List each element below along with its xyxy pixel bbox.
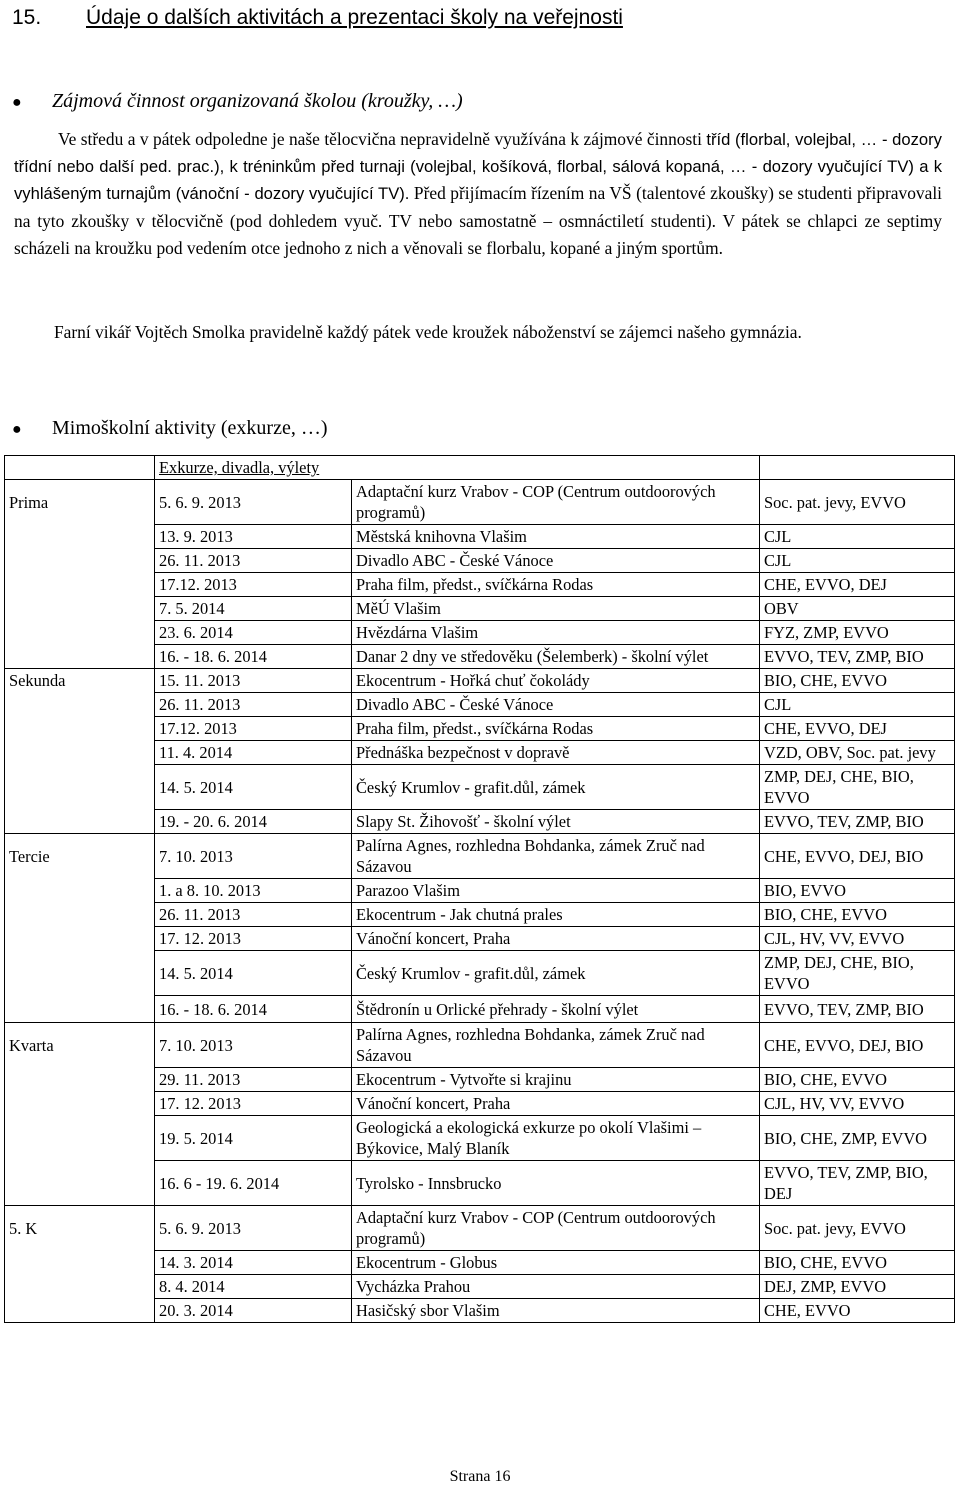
table-row <box>5 834 955 879</box>
class-cell <box>5 903 155 927</box>
subject-cell: EVVO, TEV, ZMP, BIO <box>760 996 955 1023</box>
event-cell: Tyrolsko - Innsbrucko <box>352 1161 760 1206</box>
subject-cell: BIO, CHE, ZMP, EVVO <box>760 1116 955 1161</box>
class-cell <box>5 1092 155 1116</box>
subject-cell: ZMP, DEJ, CHE, BIO, EVVO <box>760 951 955 996</box>
date-cell: 5. 6. 9. 2013 <box>155 1206 352 1251</box>
subject-cell: CHE, EVVO, DEJ <box>760 717 955 741</box>
date-cell: 13. 9. 2013 <box>155 525 352 549</box>
class-cell: Sekunda <box>5 669 155 693</box>
subject-cell: Soc. pat. jevy, EVVO <box>760 480 955 525</box>
subject-cell: CHE, EVVO, DEJ, BIO <box>760 1023 955 1068</box>
event-cell: MěÚ Vlašim <box>352 597 760 621</box>
event-cell: Hasičský sbor Vlašim <box>352 1299 760 1323</box>
heading-title: Údaje o dalších aktivitách a prezentaci školy na veřejnosti <box>86 6 623 29</box>
event-cell: Městská knihovna Vlašim <box>352 525 760 549</box>
class-cell <box>5 1251 155 1275</box>
event-cell: Praha film, předst., svíčkárna Rodas <box>352 717 760 741</box>
table-row <box>5 765 955 810</box>
event-cell: Danar 2 dny ve středověku (Šelemberk) - školní výlet <box>352 645 760 669</box>
class-cell <box>5 645 155 669</box>
subject-cell: CJL <box>760 549 955 573</box>
date-cell: 1. a 8. 10. 2013 <box>155 879 352 903</box>
event-cell: Ekocentrum - Globus <box>352 1251 760 1275</box>
event-cell: Parazoo Vlašim <box>352 879 760 903</box>
section1-paragraph-2: Farní vikář Vojtěch Smolka pravidelně každý pátek vede kroužek náboženství se zájemci našeho gymnázia. <box>54 322 802 342</box>
date-cell: 8. 4. 2014 <box>155 1275 352 1299</box>
subject-cell: CHE, EVVO <box>760 1299 955 1323</box>
event-cell: Český Krumlov - grafit.důl, zámek <box>352 951 760 996</box>
class-cell <box>5 717 155 741</box>
table-row <box>5 480 955 525</box>
table-row <box>5 549 955 573</box>
subject-cell: EVVO, TEV, ZMP, BIO <box>760 810 955 834</box>
event-cell: Ekocentrum - Vytvořte si krajinu <box>352 1068 760 1092</box>
event-cell: Štědronín u Orlické přehrady - školní výlet <box>352 996 760 1023</box>
activities-table <box>4 455 955 1323</box>
table-row <box>5 621 955 645</box>
class-cell <box>5 621 155 645</box>
date-cell: 19. 5. 2014 <box>155 1116 352 1161</box>
table-row <box>5 879 955 903</box>
subject-cell: ZMP, DEJ, CHE, BIO, EVVO <box>760 765 955 810</box>
date-cell: 16. - 18. 6. 2014 <box>155 645 352 669</box>
class-cell <box>5 765 155 810</box>
subject-cell: OBV <box>760 597 955 621</box>
table-row <box>5 1275 955 1299</box>
date-cell: 20. 3. 2014 <box>155 1299 352 1323</box>
section1-paragraph <box>14 126 942 262</box>
event-cell: Geologická a ekologická exkurze po okolí Vlašimi – Býkovice, Malý Blaník <box>352 1116 760 1161</box>
table-row <box>5 1299 955 1323</box>
subject-cell: CJL <box>760 525 955 549</box>
event-cell: Palírna Agnes, rozhledna Bohdanka, zámek Zruč nad Sázavou <box>352 834 760 879</box>
section-zajmova-cinnost-title <box>12 90 463 113</box>
table-row <box>5 597 955 621</box>
date-cell: 29. 11. 2013 <box>155 1068 352 1092</box>
event-cell: Adaptační kurz Vrabov - COP (Centrum outdoorových programů) <box>352 1206 760 1251</box>
event-cell: Slapy St. Žihovošť - školní výlet <box>352 810 760 834</box>
date-cell: 19. - 20. 6. 2014 <box>155 810 352 834</box>
class-cell <box>5 1275 155 1299</box>
date-cell: 7. 10. 2013 <box>155 1023 352 1068</box>
table-row <box>5 1251 955 1275</box>
p1-middle: tříd (florbal, volejbal, … - dozory třídní nebo další ped. prac.), k tréninkům před turnaji (volejbal, košíková, florbal, sálová kopaná, … - dozory vyučující TV) a k vyhlášeným turnajům (vánoční - dozory vyučující TV). <box>14 130 942 204</box>
table-header-empty-2 <box>760 456 955 480</box>
event-cell: Vycházka Prahou <box>352 1275 760 1299</box>
table-row <box>5 1068 955 1092</box>
date-cell: 5. 6. 9. 2013 <box>155 480 352 525</box>
subject-cell: BIO, CHE, EVVO <box>760 903 955 927</box>
class-cell <box>5 597 155 621</box>
date-cell: 16. 6 - 19. 6. 2014 <box>155 1161 352 1206</box>
date-cell: 14. 5. 2014 <box>155 951 352 996</box>
p1-first: Ve středu a v pátek odpoledne je naše tělocvična nepravidelně využívána k zájmové činnosti <box>58 129 707 149</box>
table-row <box>5 903 955 927</box>
class-cell <box>5 879 155 903</box>
event-cell: Palírna Agnes, rozhledna Bohdanka, zámek Zruč nad Sázavou <box>352 1023 760 1068</box>
class-cell <box>5 951 155 996</box>
date-cell: 23. 6. 2014 <box>155 621 352 645</box>
date-cell: 7. 5. 2014 <box>155 597 352 621</box>
table-row <box>5 1023 955 1068</box>
table-header-empty-1 <box>5 456 155 480</box>
event-cell: Hvězdárna Vlašim <box>352 621 760 645</box>
date-cell: 11. 4. 2014 <box>155 741 352 765</box>
table-row <box>5 573 955 597</box>
event-cell: Ekocentrum - Jak chutná prales <box>352 903 760 927</box>
date-cell: 14. 5. 2014 <box>155 765 352 810</box>
class-cell <box>5 741 155 765</box>
table-header: Exkurze, divadla, výlety <box>155 456 760 480</box>
table-row <box>5 1161 955 1206</box>
table-row <box>5 996 955 1023</box>
table-row <box>5 810 955 834</box>
class-cell <box>5 693 155 717</box>
table-row <box>5 717 955 741</box>
subject-cell: VZD, OBV, Soc. pat. jevy <box>760 741 955 765</box>
class-cell <box>5 1068 155 1092</box>
page-heading <box>12 6 623 30</box>
event-cell: Vánoční koncert, Praha <box>352 927 760 951</box>
bullet-icon: ● <box>12 421 22 438</box>
section1-title: Zájmová činnost organizovaná školou (kroužky, …) <box>52 90 463 112</box>
section-mimoskolni-title <box>12 417 328 440</box>
class-cell: 5. K <box>5 1206 155 1251</box>
date-cell: 26. 11. 2013 <box>155 903 352 927</box>
subject-cell: BIO, EVVO <box>760 879 955 903</box>
p1-last: Před přijímacím řízením na VŠ (talentové zkoušky) se studenti připravovali na tyto zkoušky v tělocvičně (pod dohledem vyuč. TV nebo samostatně – osmnáctiletí studenti). V pátek se chlapci ze septimy scházeli na kroužku pod vedením otce jednoho z nich a věnovali se florbalu, kopané a jiným sportům. <box>14 183 942 258</box>
class-cell <box>5 1116 155 1161</box>
date-cell: 17. 12. 2013 <box>155 927 352 951</box>
subject-cell: CHE, EVVO, DEJ, BIO <box>760 834 955 879</box>
table-row <box>5 1116 955 1161</box>
class-cell: Tercie <box>5 834 155 879</box>
event-cell: Praha film, předst., svíčkárna Rodas <box>352 573 760 597</box>
table-row <box>5 669 955 693</box>
subject-cell: EVVO, TEV, ZMP, BIO <box>760 645 955 669</box>
class-cell <box>5 1161 155 1206</box>
table-row <box>5 1092 955 1116</box>
table-row <box>5 525 955 549</box>
event-cell: Vánoční koncert, Praha <box>352 1092 760 1116</box>
heading-number: 15. <box>12 6 42 29</box>
table-row <box>5 927 955 951</box>
page-footer: Strana 16 <box>449 1468 511 1485</box>
date-cell: 17.12. 2013 <box>155 573 352 597</box>
subject-cell: CJL, HV, VV, EVVO <box>760 1092 955 1116</box>
class-cell <box>5 573 155 597</box>
date-cell: 17.12. 2013 <box>155 717 352 741</box>
table-row <box>5 741 955 765</box>
class-cell <box>5 549 155 573</box>
date-cell: 26. 11. 2013 <box>155 693 352 717</box>
event-cell: Ekocentrum - Hořká chuť čokolády <box>352 669 760 693</box>
subject-cell: Soc. pat. jevy, EVVO <box>760 1206 955 1251</box>
class-cell: Kvarta <box>5 1023 155 1068</box>
event-cell: Český Krumlov - grafit.důl, zámek <box>352 765 760 810</box>
table-row <box>5 693 955 717</box>
subject-cell: BIO, CHE, EVVO <box>760 1251 955 1275</box>
subject-cell: EVVO, TEV, ZMP, BIO, DEJ <box>760 1161 955 1206</box>
subject-cell: CJL <box>760 693 955 717</box>
subject-cell: DEJ, ZMP, EVVO <box>760 1275 955 1299</box>
class-cell <box>5 525 155 549</box>
event-cell: Adaptační kurz Vrabov - COP (Centrum outdoorových programů) <box>352 480 760 525</box>
section2-title: Mimoškolní aktivity (exkurze, …) <box>52 417 328 439</box>
table-row <box>5 951 955 996</box>
subject-cell: FYZ, ZMP, EVVO <box>760 621 955 645</box>
date-cell: 17. 12. 2013 <box>155 1092 352 1116</box>
class-cell <box>5 996 155 1023</box>
date-cell: 16. - 18. 6. 2014 <box>155 996 352 1023</box>
date-cell: 7. 10. 2013 <box>155 834 352 879</box>
subject-cell: BIO, CHE, EVVO <box>760 669 955 693</box>
bullet-icon: ● <box>12 94 22 111</box>
subject-cell: BIO, CHE, EVVO <box>760 1068 955 1092</box>
table-header-row <box>5 456 955 480</box>
table-row <box>5 1206 955 1251</box>
event-cell: Divadlo ABC - České Vánoce <box>352 549 760 573</box>
class-cell: Prima <box>5 480 155 525</box>
class-cell <box>5 810 155 834</box>
date-cell: 14. 3. 2014 <box>155 1251 352 1275</box>
table-row <box>5 645 955 669</box>
class-cell <box>5 1299 155 1323</box>
subject-cell: CJL, HV, VV, EVVO <box>760 927 955 951</box>
event-cell: Divadlo ABC - České Vánoce <box>352 693 760 717</box>
class-cell <box>5 927 155 951</box>
date-cell: 26. 11. 2013 <box>155 549 352 573</box>
date-cell: 15. 11. 2013 <box>155 669 352 693</box>
subject-cell: CHE, EVVO, DEJ <box>760 573 955 597</box>
event-cell: Přednáška bezpečnost v dopravě <box>352 741 760 765</box>
